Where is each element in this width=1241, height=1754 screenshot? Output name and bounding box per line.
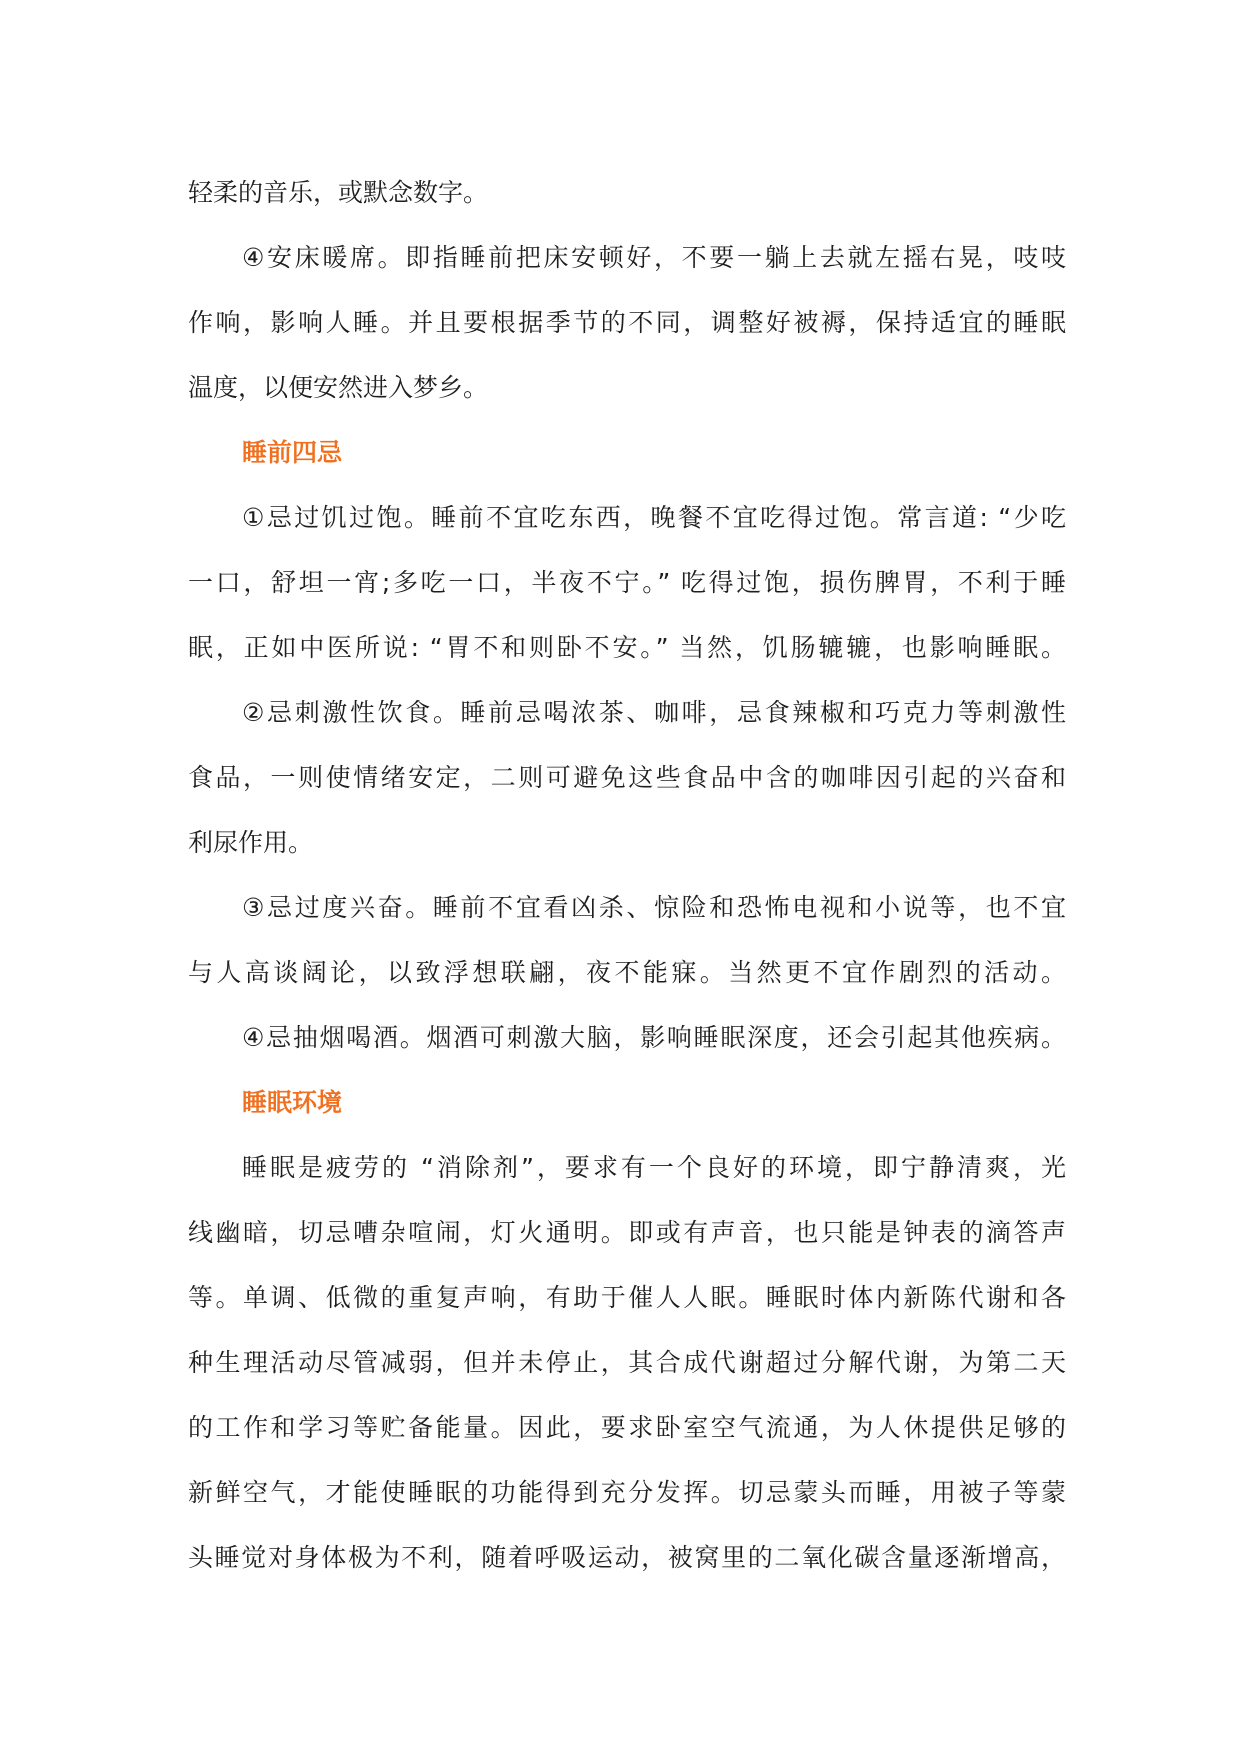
paragraph-line: 种生理活动尽管减弱，但并未停止，其合成代谢超过分解代谢，为第二天 xyxy=(188,1348,1066,1377)
paragraph-line: 睡眠是疲劳的 “消除剂”，要求有一个良好的环境，即宁静清爽，光 xyxy=(242,1153,1066,1182)
paragraph-line: 的工作和学习等贮备能量。因此，要求卧室空气流通，为人休提供足够的 xyxy=(188,1413,1066,1442)
paragraph-line: 利尿作用。 xyxy=(188,828,314,857)
paragraph-line: ②忌刺激性饮食。睡前忌喝浓茶、咖啡，忌食辣椒和巧克力等刺激性 xyxy=(242,698,1066,727)
paragraph-line: 等。单调、低微的重复声响，有助于催人人眠。睡眠时体内新陈代谢和各 xyxy=(188,1283,1066,1312)
paragraph-line: 头睡觉对身体极为不利，随着呼吸运动，被窝里的二氧化碳含量逐渐增高， xyxy=(188,1543,1066,1572)
paragraph-line: 眠，正如中医所说: “胃不和则卧不安。” 当然，饥肠辘辘，也影响睡眠。 xyxy=(188,633,1066,662)
paragraph-item-4 xyxy=(188,225,1066,420)
paragraph-line: 与人高谈阔论，以致浮想联翩，夜不能寐。当然更不宜作剧烈的活动。 xyxy=(188,958,1066,987)
paragraph-line: 温度，以便安然进入梦乡。 xyxy=(188,373,489,402)
paragraph-line: 新鲜空气，才能使睡眠的功能得到充分发挥。切忌蒙头而睡，用被子等蒙 xyxy=(188,1478,1066,1507)
paragraph-line: 作响，影响人睡。并且要根据季节的不同，调整好被褥，保持适宜的睡眠 xyxy=(188,308,1066,337)
section-heading-taboos: 睡前四忌 xyxy=(242,438,343,467)
paragraph-taboo-3 xyxy=(188,875,1066,1005)
paragraph-line: ④忌抽烟喝酒。烟酒可刺激大脑，影响睡眠深度，还会引起其他疾病。 xyxy=(242,1023,1066,1052)
paragraph-environment xyxy=(188,1135,1066,1590)
section-heading-environment: 睡眠环境 xyxy=(242,1088,343,1117)
paragraph-line: ④安床暖席。即指睡前把床安顿好，不要一躺上去就左摇右晃，吱吱 xyxy=(242,243,1066,272)
paragraph-line: ③忌过度兴奋。睡前不宜看凶杀、惊险和恐怖电视和小说等，也不宜 xyxy=(242,893,1066,922)
paragraph-taboo-4 xyxy=(188,1005,1066,1070)
paragraph-line: 食品，一则使情绪安定，二则可避免这些食品中含的咖啡因引起的兴奋和 xyxy=(188,763,1066,792)
document-page xyxy=(188,160,1066,1590)
paragraph-line: 一口，舒坦一宵;多吃一口，半夜不宁。” 吃得过饱，损伤脾胃，不利于睡 xyxy=(188,568,1066,597)
paragraph-line: ①忌过饥过饱。睡前不宜吃东西，晚餐不宜吃得过饱。常言道: “少吃 xyxy=(242,503,1066,532)
paragraph-taboo-1 xyxy=(188,485,1066,680)
paragraph-taboo-2 xyxy=(188,680,1066,875)
paragraph-line: 线幽暗，切忌嘈杂喧闹，灯火通明。即或有声音，也只能是钟表的滴答声 xyxy=(188,1218,1066,1247)
paragraph-intro-tail: 轻柔的音乐，或默念数字。 xyxy=(188,178,489,207)
